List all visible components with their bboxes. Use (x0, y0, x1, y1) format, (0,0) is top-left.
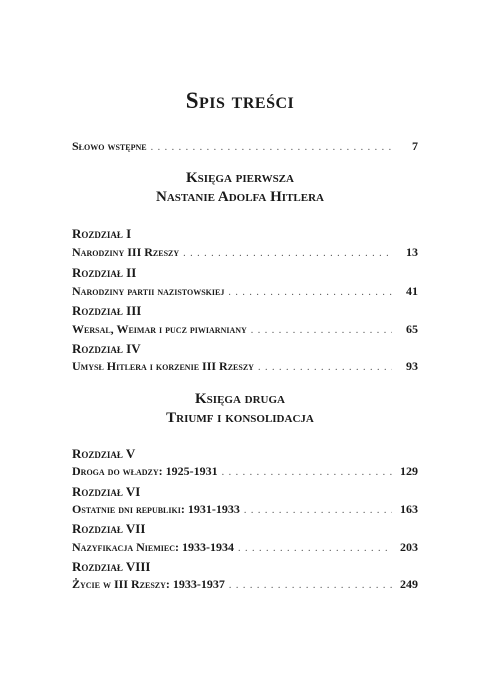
dot-leader (244, 505, 392, 516)
dot-leader (258, 362, 392, 373)
toc-entry-chapter[interactable] (72, 245, 418, 260)
book-subtitle: Triumf i konsolidacja (166, 410, 314, 426)
dot-leader (228, 287, 392, 298)
chapter-number: Rozdział II (72, 265, 137, 280)
toc-page-number: 203 (400, 540, 418, 554)
dot-leader (251, 325, 392, 336)
toc-entry-chapter[interactable] (72, 322, 418, 337)
dot-leader (183, 248, 392, 259)
toc-page-number: 129 (400, 464, 418, 478)
toc-entry-chapter[interactable] (72, 359, 418, 374)
toc-entry-label: Nazyfikacja Niemiec: 1933-1934 (72, 540, 234, 554)
toc-entry-chapter[interactable] (72, 464, 418, 479)
toc-page-number: 41 (406, 284, 418, 298)
book-heading: Księga druga (195, 391, 285, 407)
toc-entry-label: Życie w III Rzeszy: 1933-1937 (72, 577, 225, 591)
toc-entry-chapter[interactable] (72, 502, 418, 517)
chapter-number: Rozdział IV (72, 341, 141, 356)
toc-entry-label: Ostatnie dni republiki: 1931-1933 (72, 502, 240, 516)
dot-leader (229, 580, 392, 591)
chapter-number: Rozdział I (72, 226, 132, 241)
toc-entry-chapter[interactable] (72, 284, 418, 299)
chapter-number: Rozdział V (72, 446, 136, 461)
toc-page-number: 13 (406, 245, 418, 259)
dot-leader (222, 467, 392, 478)
toc-entry-label: Umysł Hitlera i korzenie III Rzeszy (72, 359, 254, 373)
dot-leader (151, 142, 392, 153)
chapter-number: Rozdział VII (72, 521, 146, 536)
toc-entry-label: Droga do władzy: 1925-1931 (72, 464, 218, 478)
toc-page-number: 65 (406, 322, 418, 336)
toc-page-number: 249 (400, 577, 418, 591)
toc-entry-chapter[interactable] (72, 577, 418, 592)
toc-entry-label: Narodziny III Rzeszy (72, 245, 180, 259)
book-heading: Księga pierwsza (186, 170, 294, 186)
toc-entry-label: Narodziny partii nazistowskiej (72, 284, 225, 298)
toc-entry-label: Wersal, Weimar i pucz piwiarniany (72, 322, 247, 336)
toc-page-number: 7 (412, 139, 418, 153)
page-title: Spis treści (185, 88, 295, 113)
chapter-number: Rozdział VI (72, 484, 141, 499)
dot-leader (238, 543, 392, 554)
toc-page-number: 93 (406, 359, 418, 373)
chapter-number: Rozdział III (72, 303, 142, 318)
book-subtitle: Nastanie Adolfa Hitlera (156, 189, 324, 205)
toc-entry-label: Słowo wstępne (72, 139, 147, 153)
toc-entry-chapter[interactable] (72, 540, 418, 555)
toc-page-number: 163 (400, 502, 418, 516)
toc-entry-preface[interactable] (72, 139, 418, 154)
chapter-number: Rozdział VIII (72, 559, 151, 574)
